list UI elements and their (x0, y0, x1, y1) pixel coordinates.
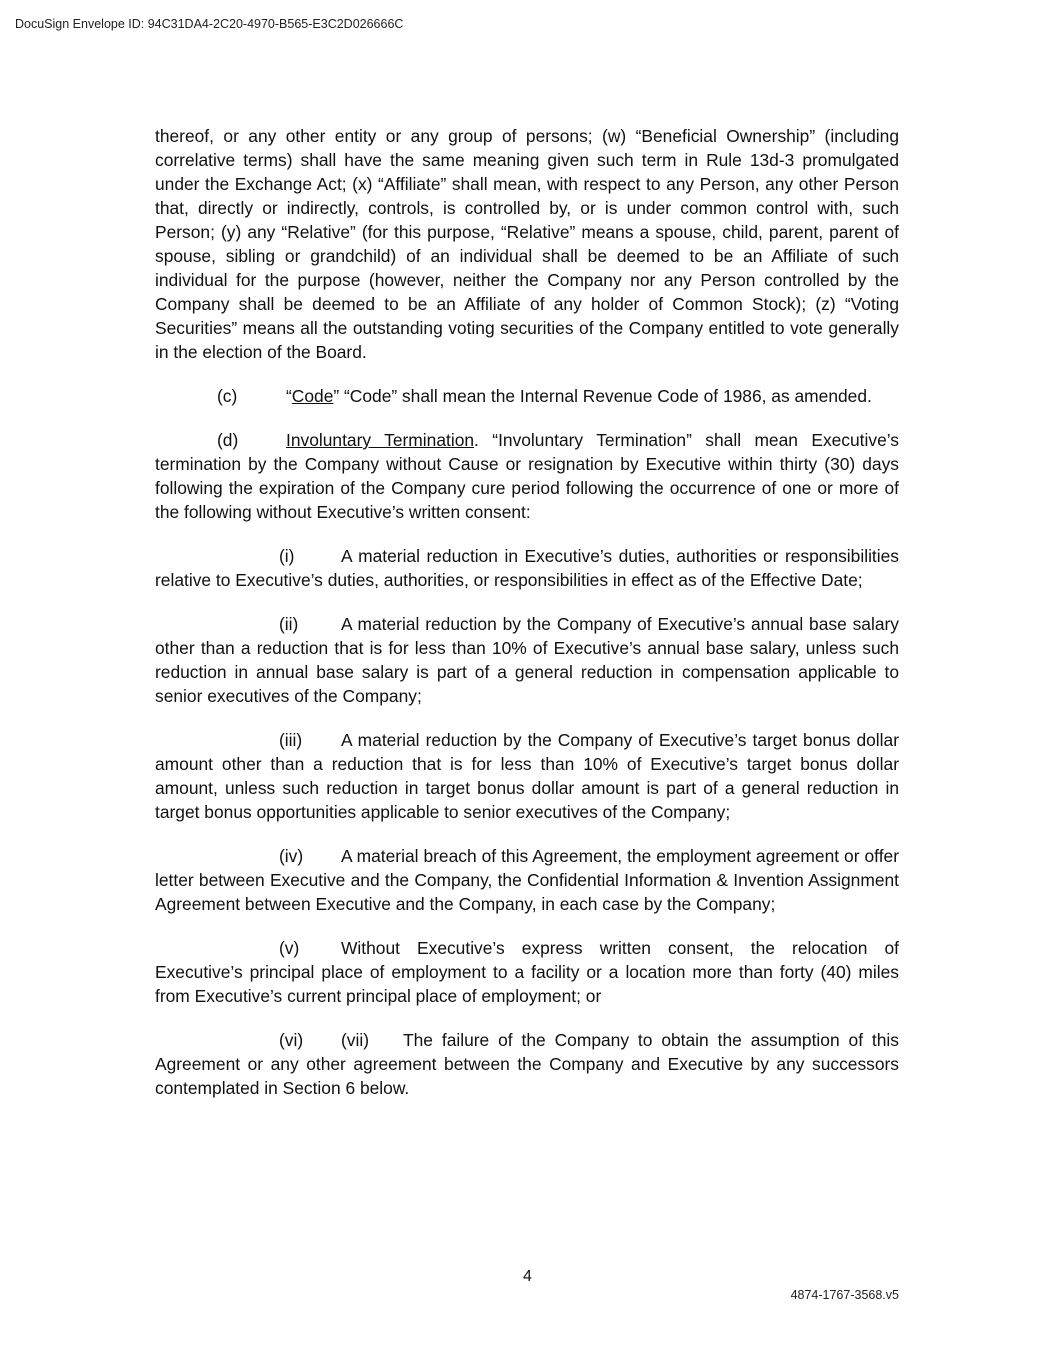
page-number: 4 (523, 1268, 532, 1285)
list-item (155, 936, 899, 1008)
item-number: (iv) (279, 846, 304, 866)
document-body (155, 124, 899, 1120)
section-c-text: ” “Code” shall mean the Internal Revenue Code of 1986, as amended. (333, 386, 872, 406)
section-c-open-quote: “ (286, 386, 292, 406)
item-number: (i) (279, 546, 295, 566)
continuation-paragraph: thereof, or any other entity or any group of persons; (w) “Beneficial Ownership” (including correlative terms) shall have the same meaning given such term in Rule 13d-3 promulgated under the Exchange Act; (x) “Affiliate” shall mean, with respect to any Person, any other Person that, directly or indirectly, controls, is controlled by, or is under common control with, such Person; (y) any “Relative” (for this purpose, “Relative” means a spouse, child, parent, parent of spouse, sibling or grandchild) of an individual shall be deemed to be an Affiliate of such individual for the purpose (however, neither the Company nor any Person controlled by the Company shall be deemed to be an Affiliate of any holder of Common Stock); (z) “Voting Securities” means all the outstanding voting securities of the Company entitled to vote generally in the election of the Board. (155, 126, 899, 362)
document-reference: 4874-1767-3568.v5 (790, 1288, 899, 1302)
item-number: (vi) (279, 1030, 304, 1050)
list-item (155, 844, 899, 916)
item-number: (v) (279, 938, 300, 958)
item-text: A material reduction by the Company of Executive’s annual base salary other than a reduction that is for less than 10% of Executive’s annual base salary, unless such reduction in annual base salary is part of a general reduction in compensation applicable to senior executives of the Company; (155, 614, 899, 706)
section-d-text: . “Involuntary Termination” shall mean Executive’s termination by the Company without Cause or resignation by Executive within thirty (30) days following the expiration of the Company cure period following the occurrence of one or more of the following without Executive’s written consent: (155, 430, 899, 522)
item-text: A material reduction by the Company of Executive’s target bonus dollar amount other than a reduction that is for less than 10% of Executive’s target bonus dollar amount, unless such reduction in target bonus dollar amount is part of a general reduction in target bonus opportunities applicable to senior executives of the Company; (155, 730, 899, 822)
section-c-paragraph (155, 384, 899, 408)
list-item (155, 544, 899, 592)
list-item (155, 612, 899, 708)
docusign-envelope-id: DocuSign Envelope ID: 94C31DA4-2C20-4970-B565-E3C2D026666C (15, 17, 404, 31)
section-c-term: Code (291, 386, 334, 406)
section-c-number: (c) (217, 386, 238, 406)
item-number: (ii) (279, 614, 299, 634)
section-d-number: (d) (217, 430, 239, 450)
item-text: A material breach of this Agreement, the employment agreement or offer letter between Executive and the Company, the Confidential Information & Invention Assignment Agreement between Executive and the Company, in each case by the Company; (155, 846, 899, 914)
section-d-paragraph (155, 428, 899, 524)
list-item (155, 728, 899, 824)
item-text: A material reduction in Executive’s duties, authorities or responsibilities relative to Executive’s duties, authorities, or responsibilities in effect as of the Effective Date; (155, 546, 899, 590)
section-d-term: Involuntary Termination (286, 430, 475, 450)
list-item (155, 1028, 899, 1100)
item-text: Without Executive’s express written consent, the relocation of Executive’s principal place of employment to a facility or a location more than forty (40) miles from Executive’s current principal place of employment; or (155, 938, 899, 1006)
item-number: (iii) (279, 730, 303, 750)
item-number-secondary: (vii) (341, 1030, 370, 1050)
item-text: The failure of the Company to obtain the assumption of this Agreement or any other agreement between the Company and Executive by any successors contemplated in Section 6 below. (155, 1030, 899, 1098)
